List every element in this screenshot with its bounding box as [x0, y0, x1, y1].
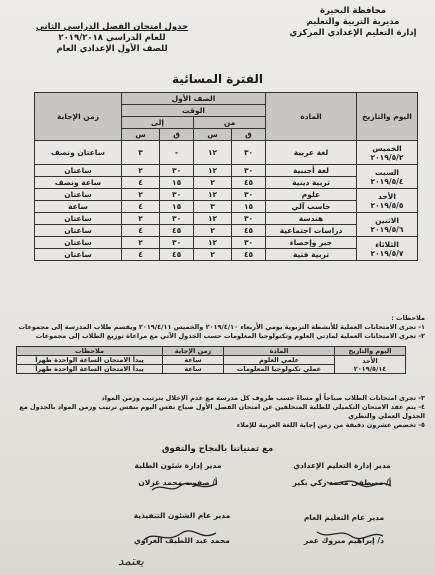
from-s-cell: ٢: [194, 177, 232, 189]
directorate: مديرية التربية والتعليم: [306, 17, 400, 27]
note-4: ٤- يتم عقد الامتحان التكميلي للطلبة المتخلفين عن امتحان الفصل الأول صباح نفس اليوم بنفس ترتيب وزمن المواد بالجدول مع الجدول العملي والنظري: [19, 403, 425, 420]
duration-cell: ساعة: [35, 201, 122, 213]
from-s-cell: ١٢: [194, 237, 232, 249]
to-q-cell: ٤٥: [160, 225, 194, 237]
grade-title: للصف الأول الإعدادي العام: [56, 44, 168, 54]
col-duration: زمن الإجابة: [35, 93, 122, 141]
from-q-cell: ٤٥: [232, 249, 266, 261]
table-row: [35, 165, 418, 177]
sub-remark-cell: يبدأ الامتحان الساعة الواحدة ظهراً: [17, 356, 163, 365]
col-to: إلى: [122, 117, 194, 129]
to-q-cell: ٣٠: [160, 237, 194, 249]
sub-col-subject: المادة: [224, 347, 335, 356]
duration-cell: ساعتان: [35, 213, 122, 225]
header-authority: [283, 6, 423, 39]
day-date-cell: السبت ٢٠١٩/٥/٤: [357, 165, 418, 189]
subject-cell: لغة عربية: [266, 141, 357, 165]
to-s-cell: ٣: [122, 141, 160, 165]
signature-name: محمد عبد اللطيف الغراوي: [134, 536, 230, 545]
handwritten-signature: [315, 526, 385, 542]
signature-name: د/ إبراهيم مبروك عمر: [304, 536, 384, 545]
subject-cell: تربية فنية: [266, 249, 357, 261]
signature-name: أ/ صفوت محمد غزلان: [138, 478, 218, 487]
col-to-s: س: [122, 129, 160, 141]
from-q-cell: ١٥: [232, 201, 266, 213]
header-title-block: [12, 22, 212, 55]
col-to-q: ق: [160, 129, 194, 141]
day-date-cell: الخميس ٢٠١٩/٥/٢: [357, 141, 418, 165]
from-s-cell: ٢: [194, 249, 232, 261]
col-subject: المادة: [266, 93, 357, 141]
from-s-cell: ٢: [194, 225, 232, 237]
subject-cell: جبر وإحصاء: [266, 237, 357, 249]
table-row: [35, 237, 418, 249]
notes-section: [15, 314, 425, 341]
duration-cell: ساعة ونصف: [35, 177, 122, 189]
sub-subject-cell: عملي تكنولوجيا المعلومات: [224, 365, 335, 374]
sub-remark-cell: يبدأ الامتحان الساعة الواحدة ظهراً: [17, 365, 163, 374]
to-s-cell: ٤: [122, 177, 160, 189]
to-q-cell: -: [160, 141, 194, 165]
closing-wish: مع تمنياتنا بالنجاح والتفوق: [161, 444, 274, 454]
from-q-cell: ٣٠: [232, 165, 266, 177]
subject-cell: دراسات اجتماعية: [266, 225, 357, 237]
to-s-cell: ٤: [122, 201, 160, 213]
from-s-cell: ١٢: [194, 189, 232, 201]
to-q-cell: ٤٥: [160, 249, 194, 261]
from-s-cell: ٣: [194, 201, 232, 213]
duration-cell: ساعتان: [35, 165, 122, 177]
schedule-title: جدول امتحان الفصل الدراسي الثاني: [35, 22, 189, 32]
to-q-cell: ٣٠: [160, 189, 194, 201]
handwritten-signature: [150, 480, 220, 496]
note-1: ١- تجرى الامتحانات العملية للأنشطة التربوية يومي الأربعاء ٢٠١٩/٤/١٠ والخميس ٢٠١٩/٤/١١ ويقسم طلاب المدرسة إلى مجموعات: [18, 323, 425, 331]
subject-cell: هندسة: [266, 213, 357, 225]
to-s-cell: ٢: [122, 213, 160, 225]
from-q-cell: ٤٥: [232, 225, 266, 237]
to-s-cell: ٢: [122, 237, 160, 249]
sub-subject-cell: علمي العلوم: [224, 356, 335, 365]
signature-title: مدير عام الشئون التنفيذية: [133, 511, 231, 520]
duration-cell: ساعتان ونصف: [35, 141, 122, 165]
notes-title: ملاحظات :: [391, 314, 425, 322]
col-day-date: اليوم والتاريخ: [357, 93, 418, 141]
col-from-q: ق: [232, 129, 266, 141]
to-q-cell: ١٥: [160, 201, 194, 213]
signature-title: مدير إدارة شئون الطلبة: [134, 461, 222, 470]
academic-year: للعام الدراسي ٢٠١٩/٢٠١٨: [58, 33, 166, 43]
from-s-cell: ١٢: [194, 213, 232, 225]
sub-col-remarks: ملاحظات: [17, 347, 163, 356]
col-from: من: [194, 117, 266, 129]
from-q-cell: ٣٠: [232, 213, 266, 225]
col-grade: الصف الأول: [122, 93, 266, 105]
duration-cell: ساعتان: [35, 189, 122, 201]
handwritten-signature: [325, 474, 395, 490]
subject-cell: علوم: [266, 189, 357, 201]
sub-col-duration: زمن الإجابة: [163, 347, 224, 356]
sub-duration-cell: ساعة: [163, 356, 224, 365]
table-row: [35, 189, 418, 201]
governorate: محافظة البحيرة: [319, 6, 387, 16]
signature-title: مدير إدارة التعليم الإعدادي: [293, 461, 391, 470]
day-date-cell: الاثنين ٢٠١٩/٥/٦: [357, 213, 418, 237]
signature-title: مدير عام التعليم العام: [303, 513, 385, 522]
day-date-cell: الثلاثاء ٢٠١٩/٥/٧: [357, 237, 418, 261]
from-q-cell: ٣٠: [232, 189, 266, 201]
col-time: الوقت: [122, 105, 266, 117]
table-row: [35, 141, 418, 165]
table-row: [35, 213, 418, 225]
to-q-cell: ٣٠: [160, 165, 194, 177]
from-q-cell: ٣٠: [232, 237, 266, 249]
signature-name: أ/ مصطفى محمد زكي بكير: [292, 478, 392, 487]
from-q-cell: ٣٠: [232, 141, 266, 165]
note-2: ٢- تجرى الامتحانات العملية لمادتي العلوم وتكنولوجيا المعلومات حسب الجدول الآتي مع مراعاة توزيع الطلاب إلى مجموعات: [35, 332, 425, 340]
note-5: ٥- تخصص عشرون دقيقة من زمن إجابة اللغة العربية للإملاء: [236, 421, 425, 429]
from-s-cell: ١٢: [194, 165, 232, 177]
handwritten-signature: [140, 528, 220, 546]
practical-exam-table: [16, 346, 406, 374]
duration-cell: ساعتان: [35, 249, 122, 261]
table-row: [17, 356, 406, 365]
to-s-cell: ٤: [122, 225, 160, 237]
to-s-cell: ٢: [122, 189, 160, 201]
to-q-cell: ٣٠: [160, 213, 194, 225]
sub-col-day-date: اليوم والتاريخ: [335, 347, 406, 356]
from-s-cell: ١٢: [194, 141, 232, 165]
day-date-cell: الأحد ٢٠١٩/٥/٥: [357, 189, 418, 213]
sub-day-date-cell: الأحد ٢٠١٩/٥/١٤: [335, 356, 406, 374]
from-q-cell: ٤٥: [232, 177, 266, 189]
duration-cell: ساعتان: [35, 225, 122, 237]
period-title: الفترة المسائية: [172, 72, 263, 86]
exam-table: [34, 92, 418, 261]
to-s-cell: ٢: [122, 165, 160, 177]
sub-duration-cell: ساعة: [163, 365, 224, 374]
subject-cell: حاسب آلي: [266, 201, 357, 213]
to-q-cell: ١٥: [160, 177, 194, 189]
duration-cell: ساعتان: [35, 237, 122, 249]
note-3: ٣- تجرى امتحانات الطلاب صباحاً أو مساءً حسب ظروف كل مدرسة مع عدم الإخلال بترتيب وزمن المواد: [101, 394, 425, 402]
col-from-s: س: [194, 129, 232, 141]
subject-cell: لغة أجنبية: [266, 165, 357, 177]
to-s-cell: ٤: [122, 249, 160, 261]
administration: إدارة التعليم الإعدادي المركزي: [289, 28, 417, 38]
notes-continued: [15, 394, 425, 430]
subject-cell: تربية دينية: [266, 177, 357, 189]
approval-label: يعتمد: [118, 554, 144, 568]
